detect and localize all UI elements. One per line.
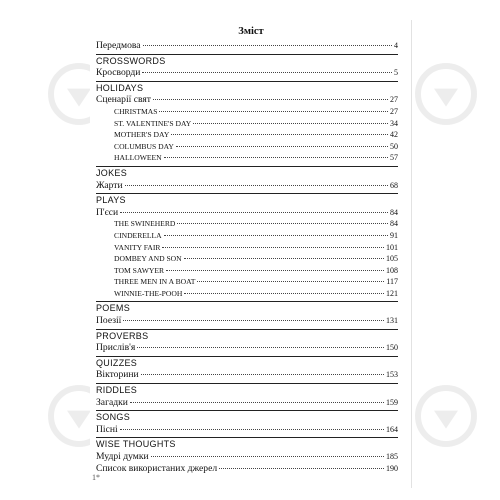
watermark-logo-icon bbox=[415, 63, 477, 125]
toc-label: Мудрі думки bbox=[96, 451, 149, 462]
toc-label: Пісні bbox=[96, 423, 118, 435]
dot-leader bbox=[142, 72, 392, 73]
toc-label: PROVERBS bbox=[96, 330, 149, 341]
book-page bbox=[90, 20, 412, 488]
dot-leader bbox=[159, 111, 388, 112]
toc-page-number: 108 bbox=[386, 265, 398, 275]
toc-label: HOLIDAYS bbox=[96, 82, 144, 93]
toc-entry bbox=[96, 242, 398, 254]
dot-leader bbox=[125, 185, 388, 186]
toc-page-number: 27 bbox=[390, 95, 398, 105]
dot-leader bbox=[141, 374, 384, 375]
dot-leader bbox=[130, 402, 384, 403]
toc-entry bbox=[96, 397, 398, 409]
section-divider bbox=[96, 193, 398, 194]
dot-leader bbox=[171, 134, 388, 135]
toc-label: SONGS bbox=[96, 412, 131, 423]
toc-label: RIDDLES bbox=[96, 385, 138, 396]
toc-page-number: 105 bbox=[386, 254, 398, 264]
toc-label: Список використаних джерел bbox=[96, 462, 218, 474]
toc-label: Загадки bbox=[96, 396, 128, 408]
section-divider bbox=[96, 383, 398, 384]
dot-leader bbox=[151, 456, 384, 457]
toc-label: Поезії bbox=[96, 315, 122, 327]
dot-leader bbox=[193, 123, 388, 124]
toc-label: CINDERELLA bbox=[114, 230, 162, 240]
section-divider bbox=[96, 54, 398, 55]
toc-page-number: 68 bbox=[390, 180, 398, 190]
toc-page-number: 159 bbox=[386, 397, 398, 407]
toc-section-heading bbox=[96, 303, 398, 315]
toc-entry bbox=[96, 118, 398, 130]
toc-entry bbox=[96, 218, 398, 230]
toc-entry bbox=[96, 451, 398, 463]
dot-leader bbox=[143, 45, 392, 46]
toc-label: POEMS bbox=[96, 303, 131, 314]
toc-entry bbox=[96, 180, 398, 192]
dot-leader bbox=[184, 258, 384, 259]
toc-label: Кросворди bbox=[96, 67, 141, 79]
toc-label: П'єси bbox=[96, 206, 119, 218]
toc-entry bbox=[96, 315, 398, 327]
toc-entry bbox=[96, 94, 398, 106]
toc-entry bbox=[96, 265, 398, 277]
section-divider bbox=[96, 356, 398, 357]
toc-label: DOMBEY AND SON bbox=[114, 254, 182, 264]
dot-leader bbox=[176, 146, 388, 147]
toc-entry bbox=[96, 424, 398, 436]
dot-leader bbox=[120, 429, 384, 430]
dot-leader bbox=[123, 320, 384, 321]
dot-leader bbox=[164, 235, 388, 236]
signature-mark: 1* bbox=[92, 473, 100, 482]
toc-label: Прислів'я bbox=[96, 342, 136, 354]
toc-label: Жарти bbox=[96, 179, 123, 191]
toc-entry bbox=[96, 141, 398, 153]
toc-entry bbox=[96, 276, 398, 288]
dot-leader bbox=[120, 212, 388, 213]
toc-page-number: 91 bbox=[390, 230, 398, 240]
dot-leader bbox=[153, 99, 388, 100]
dot-leader bbox=[166, 270, 384, 271]
toc-label: JOKES bbox=[96, 167, 128, 178]
section-divider bbox=[96, 301, 398, 302]
toc-label: COLUMBUS DAY bbox=[114, 141, 174, 151]
toc-page-number: 57 bbox=[390, 153, 398, 163]
section-divider bbox=[96, 437, 398, 438]
toc-page-number: 150 bbox=[386, 343, 398, 353]
dot-leader bbox=[197, 281, 384, 282]
toc-label: THE SWINEHERD bbox=[114, 219, 176, 229]
page-title: Зміст bbox=[238, 26, 264, 37]
toc-page-number: 27 bbox=[390, 106, 398, 116]
toc-page-number: 50 bbox=[390, 141, 398, 151]
section-divider bbox=[96, 81, 398, 82]
table-of-contents bbox=[96, 40, 398, 474]
toc-entry bbox=[96, 369, 398, 381]
toc-entry bbox=[96, 106, 398, 118]
dot-leader bbox=[184, 293, 384, 294]
toc-entry bbox=[96, 253, 398, 265]
watermark-logo-icon bbox=[415, 385, 477, 447]
toc-label: Передмова bbox=[96, 40, 141, 51]
toc-section-heading bbox=[96, 195, 398, 207]
toc-entry bbox=[96, 463, 398, 475]
toc-section-heading bbox=[96, 56, 398, 68]
toc-section-heading bbox=[96, 83, 398, 95]
toc-section-heading bbox=[96, 385, 398, 397]
dot-leader bbox=[164, 157, 388, 158]
toc-section-heading bbox=[96, 168, 398, 180]
toc-entry bbox=[96, 67, 398, 79]
toc-label: QUIZZES bbox=[96, 357, 138, 368]
toc-page-number: 5 bbox=[394, 68, 398, 78]
toc-section-heading bbox=[96, 439, 398, 451]
toc-page-number: 131 bbox=[386, 316, 398, 326]
toc-page-number: 153 bbox=[386, 370, 398, 380]
toc-entry bbox=[96, 342, 398, 354]
dot-leader bbox=[219, 468, 384, 469]
toc-page-number: 4 bbox=[394, 41, 398, 50]
toc-label: WINNIE-THE-POOH bbox=[114, 288, 183, 298]
section-divider bbox=[96, 410, 398, 411]
toc-section-heading bbox=[96, 331, 398, 343]
toc-page-number: 117 bbox=[386, 277, 398, 287]
toc-entry bbox=[96, 207, 398, 219]
toc-label: HALLOWEEN bbox=[114, 153, 162, 163]
toc-entry bbox=[96, 152, 398, 164]
toc-page-number: 42 bbox=[390, 130, 398, 140]
toc-entry bbox=[96, 230, 398, 242]
toc-entry bbox=[96, 40, 398, 52]
toc-label: PLAYS bbox=[96, 195, 126, 206]
toc-label: WISE THOUGHTS bbox=[96, 439, 176, 450]
toc-page-number: 101 bbox=[386, 242, 398, 252]
toc-section-heading bbox=[96, 412, 398, 424]
dot-leader bbox=[162, 247, 384, 248]
toc-page-number: 84 bbox=[390, 207, 398, 217]
toc-section-heading bbox=[96, 358, 398, 370]
toc-entry bbox=[96, 288, 398, 300]
toc-page-number: 34 bbox=[390, 118, 398, 128]
toc-label: THREE MEN IN A BOAT bbox=[114, 277, 196, 287]
dot-leader bbox=[177, 223, 388, 224]
toc-label: MOTHER'S DAY bbox=[114, 130, 170, 140]
section-divider bbox=[96, 329, 398, 330]
toc-page-number: 121 bbox=[386, 288, 398, 298]
toc-label: TOM SAWYER bbox=[114, 265, 165, 275]
toc-label: CHRISTMAS bbox=[114, 106, 158, 116]
toc-page-number: 84 bbox=[390, 219, 398, 229]
toc-page-number: 190 bbox=[386, 463, 398, 473]
toc-label: Вікторини bbox=[96, 369, 139, 381]
toc-entry bbox=[96, 129, 398, 141]
section-divider bbox=[96, 166, 398, 167]
toc-label: VANITY FAIR bbox=[114, 242, 161, 252]
toc-label: CROSSWORDS bbox=[96, 55, 166, 66]
toc-page-number: 185 bbox=[386, 452, 398, 461]
toc-page-number: 164 bbox=[386, 424, 398, 434]
dot-leader bbox=[137, 347, 384, 348]
toc-label: ST. VALENTINE'S DAY bbox=[114, 118, 192, 128]
toc-label: Сценарії свят bbox=[96, 94, 151, 106]
